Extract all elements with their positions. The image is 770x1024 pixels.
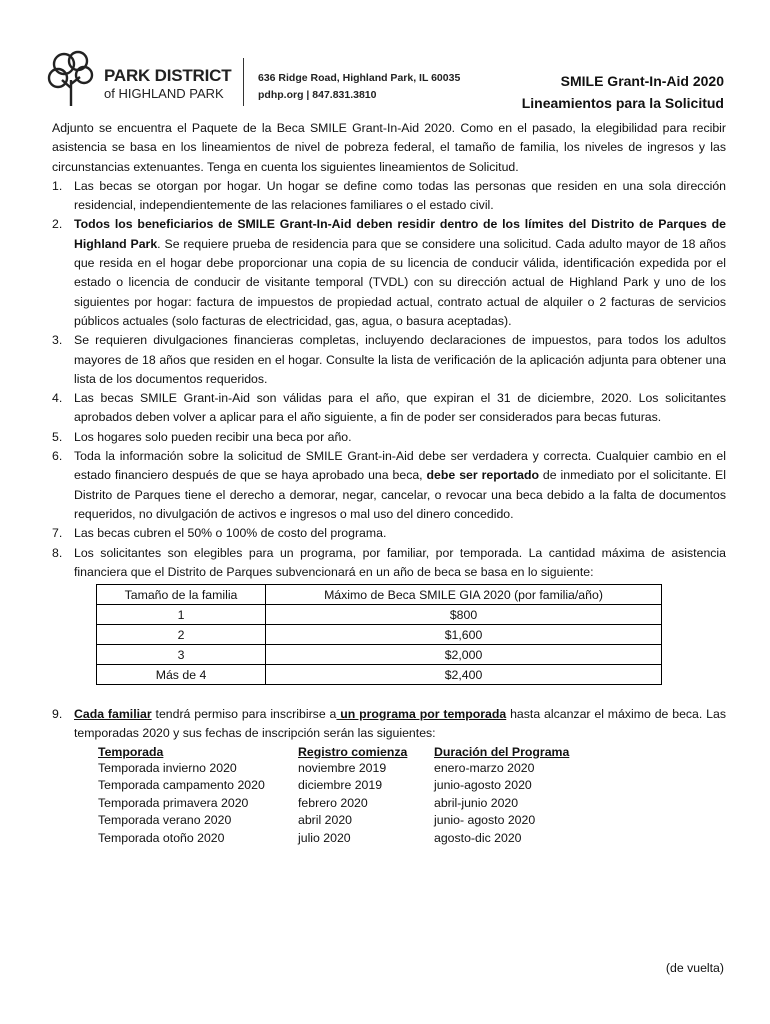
table-row bbox=[97, 625, 662, 645]
item-bold-text: Todos los beneficiarios de SMILE Grant-In-Aid deben residir dentro de los límites del Distrito de Parques de Highland Park bbox=[74, 217, 726, 251]
column-header: Máximo de Beca SMILE GIA 2020 (por familia/año) bbox=[266, 585, 662, 605]
table-cell: junio- agosto 2020 bbox=[434, 813, 536, 828]
table-row bbox=[98, 795, 569, 813]
item-number: 3. bbox=[52, 333, 63, 348]
item-bold-text: debe ser reportado bbox=[426, 468, 539, 483]
tree-icon bbox=[46, 50, 102, 108]
item-text: Toda la información sobre la solicitud de SMILE Grant-in-Aid debe ser verdadera y correcta. Cualquier cambio en el estado financiero después de que se haya aprobado una beca, bbox=[74, 449, 726, 483]
page-footer: (de vuelta) bbox=[665, 961, 724, 975]
item-text: Las becas se otorgan por hogar. Un hogar se define como todas las personas que residen en una sola dirección residencial, independientemente de las relaciones familiares o el estado civil. bbox=[74, 178, 726, 213]
list-item bbox=[52, 544, 726, 583]
table-row bbox=[97, 645, 662, 665]
table-cell: abril-junio 2020 bbox=[434, 795, 519, 810]
item-text: de inmediato por el solicitante. El Distrito de Parques tiene el derecho a demorar, negar, cancelar, o revocar una beca debido a la falta de documentos requeridos, no divulgación de activos e ingresos o mal uso del dinero concedido. bbox=[74, 468, 726, 521]
item-number: 9. bbox=[52, 707, 63, 722]
grant-max-table bbox=[96, 584, 662, 685]
table-cell: agosto-dic 2020 bbox=[434, 830, 522, 845]
intro-paragraph: Adjunto se encuentra el Paquete de la Beca SMILE Grant-In-Aid 2020. Como en el pasado, la elegibilidad para recibir asistencia se basa en los lineamientos de nivel de pobreza federal, el tamaño de familia, los niveles de ingresos y las circunstancias extenuantes. Tenga en cuenta los siguientes lineamientos de Solicitud. bbox=[52, 121, 726, 174]
contact-block bbox=[258, 70, 460, 104]
table-cell: febrero 2020 bbox=[298, 795, 368, 810]
table-cell: 3 bbox=[97, 645, 266, 665]
item-number: 8. bbox=[52, 545, 63, 560]
park-district-logo bbox=[46, 50, 241, 110]
guidelines-list-cont bbox=[52, 705, 726, 744]
list-item bbox=[52, 705, 726, 744]
guidelines-list bbox=[52, 177, 726, 582]
table-row bbox=[97, 665, 662, 685]
table-cell: 2 bbox=[97, 625, 266, 645]
logo-subtitle: of HIGHLAND PARK bbox=[104, 86, 224, 101]
item-text: Los solicitantes son elegibles para un programa, por familiar, por temporada. La cantidad máxima de asistencia financiera que el Distrito de Parques subvencionará en un año de beca se basa en lo siguiente: bbox=[74, 545, 726, 579]
list-item bbox=[52, 524, 726, 543]
table-cell: $2,400 bbox=[266, 665, 662, 685]
table-cell: $800 bbox=[266, 605, 662, 625]
list-item bbox=[52, 447, 726, 524]
table-row bbox=[98, 830, 569, 848]
item-number: 2. bbox=[52, 217, 63, 232]
item-text: Las becas cubren el 50% o 100% de costo del programa. bbox=[74, 526, 387, 541]
item-text: tendrá permiso para inscribirse a bbox=[151, 707, 337, 722]
seasons-header-row bbox=[98, 744, 569, 760]
table-cell: Temporada otoño 2020 bbox=[98, 830, 225, 845]
table-cell: 1 bbox=[97, 605, 266, 625]
table-cell: julio 2020 bbox=[298, 830, 351, 845]
column-header: Duración del Programa bbox=[434, 744, 570, 759]
table-row bbox=[98, 777, 569, 795]
item-number: 7. bbox=[52, 526, 63, 541]
table-row bbox=[98, 760, 569, 778]
table-header-row bbox=[97, 585, 662, 605]
item-text: Las becas SMILE Grant-in-Aid son válidas para el año, que expiran el 31 de diciembre, 2020. Los solicitantes aprobados deben volver a aplicar para el año siguiente, a fin de poder ser considerados para becas futuras. bbox=[74, 391, 726, 425]
list-item bbox=[52, 389, 726, 428]
item-text: Se requieren divulgaciones financieras completas, incluyendo declaraciones de impuestos, para todos los adultos mayores de 18 años que residen en el hogar. Consulte la lista de verificación de la aplicación adjunta para obtener una lista de los documentos requeridos. bbox=[74, 333, 726, 386]
table-cell: Temporada primavera 2020 bbox=[98, 795, 249, 810]
table-cell: Temporada verano 2020 bbox=[98, 813, 232, 828]
table-cell: junio-agosto 2020 bbox=[434, 778, 532, 793]
table-cell: enero-marzo 2020 bbox=[434, 760, 535, 775]
column-header: Temporada bbox=[98, 744, 164, 759]
table-cell: $2,000 bbox=[266, 645, 662, 665]
list-item bbox=[52, 215, 726, 331]
web-phone-line: pdhp.org | 847.831.3810 bbox=[258, 89, 377, 101]
table-cell: $1,600 bbox=[266, 625, 662, 645]
table-cell: Más de 4 bbox=[97, 665, 266, 685]
item-bold-text: Cada familiar bbox=[74, 707, 152, 722]
title-line-2: Lineamientos para la Solicitud bbox=[521, 95, 724, 111]
item-number: 4. bbox=[52, 391, 63, 406]
table-cell: abril 2020 bbox=[298, 813, 353, 828]
table-cell: Temporada campamento 2020 bbox=[98, 778, 265, 793]
seasons-table bbox=[98, 744, 569, 848]
address-line: 636 Ridge Road, Highland Park, IL 60035 bbox=[258, 72, 461, 84]
table-cell: Temporada invierno 2020 bbox=[98, 760, 237, 775]
item-number: 6. bbox=[52, 449, 63, 464]
column-header: Tamaño de la familia bbox=[97, 585, 266, 605]
title-line-1: SMILE Grant-In-Aid 2020 bbox=[560, 73, 724, 89]
list-item bbox=[52, 331, 726, 389]
item-bold-text: un programa por temporada bbox=[336, 707, 507, 722]
item-number: 1. bbox=[52, 178, 63, 193]
table-row bbox=[97, 605, 662, 625]
logo-name: PARK DISTRICT bbox=[104, 66, 232, 85]
column-header: Registro comienza bbox=[298, 744, 408, 759]
document-title bbox=[522, 70, 724, 114]
table-cell: diciembre 2019 bbox=[298, 778, 383, 793]
item-number: 5. bbox=[52, 429, 63, 444]
list-item bbox=[52, 428, 726, 447]
item-text: Los hogares solo pueden recibir una beca por año. bbox=[74, 429, 352, 444]
table-row bbox=[98, 812, 569, 830]
item-text: hasta alcanzar el máximo de beca. Las temporadas 2020 y sus fechas de inscripción serán las siguientes: bbox=[74, 707, 727, 741]
list-item bbox=[52, 177, 726, 216]
document-body bbox=[52, 119, 726, 847]
item-text: . Se requiere prueba de residencia para que se considere una solicitud. Cada adulto mayor de 18 años que resida en el hogar debe proporcionar una copia de su licencia de conducir válida, identificación expedida por el estado o licencia de conducir de visitante temporal (TVDL) con su dirección actual de Highland Park y uno de los siguientes por hogar: factura de impuestos de propiedad actual, contrato actual de alquiler o 2 facturas de servicios públicos actuales (solo facturas de electricidad, gas, agua, o basura aceptadas). bbox=[74, 236, 726, 328]
table-cell: noviembre 2019 bbox=[298, 760, 387, 775]
header-divider bbox=[243, 58, 244, 106]
